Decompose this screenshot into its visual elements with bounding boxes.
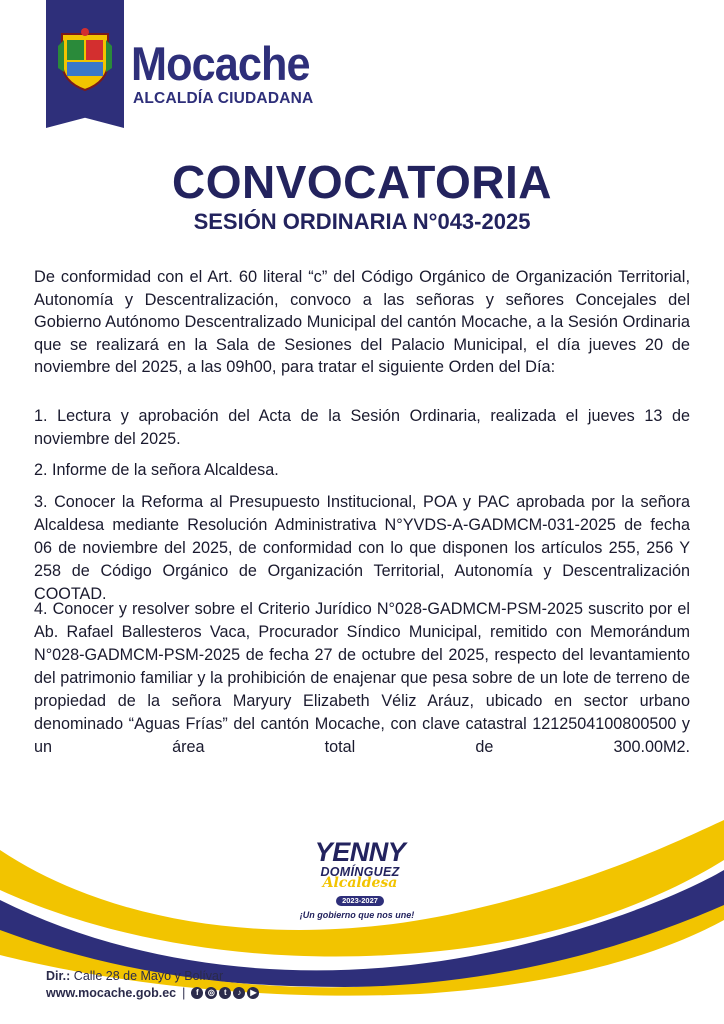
signature-role: Alcaldesa: [322, 875, 398, 891]
website-link[interactable]: www.mocache.gob.ec: [46, 986, 177, 1000]
agenda-item-3: 3. Conocer la Reforma al Presupuesto Institucional, POA y PAC aprobada por la señora Alcaldesa mediante Resolución Administrativa N°YVDS-A-GADMCM-031-2025 de fecha 06 de noviembre del 2025, de conformidad con lo que disponen los artículos 255, 256 Y 258 de Código Orgánico de Organización Territorial, Autonomía y Descentralización COOTAD.: [34, 493, 690, 603]
youtube-icon[interactable]: ▶: [247, 987, 259, 999]
facebook-icon[interactable]: f: [191, 987, 203, 999]
instagram-icon[interactable]: ◎: [205, 987, 217, 999]
brand-subtitle: ALCALDÍA CIUDADANA: [133, 90, 314, 107]
twitter-icon[interactable]: t: [219, 987, 231, 999]
mayor-signature-logo: [300, 838, 420, 922]
document-title: CONVOCATORIA: [172, 156, 552, 208]
separator: |: [182, 986, 186, 1000]
intro-paragraph: De conformidad con el Art. 60 literal “c” del Código Orgánico de Organización Territorial, Autonomía y Descentralización, convoco a las señoras y señores Concejales del Gobierno Autónomo Descentralizado Municipal del cantón Mocache, a la Sesión Ordinaria que se realizará en la Sala de Sesiones del Palacio Municipal, el día jueves 20 de noviembre del 2025, a las 09h00, para tratar el siguiente Orden del Día:: [34, 268, 690, 377]
signature-surname: DOMÍNGUEZ: [320, 865, 400, 879]
address-text: Calle 28 de Mayo y Bolívar: [73, 969, 224, 983]
agenda-item-1: 1. Lectura y aprobación del Acta de la Sesión Ordinaria, realizada el jueves 13 de noviembre del 2025.: [34, 407, 690, 448]
slogan: ¡Un gobierno que nos une!: [299, 910, 415, 920]
address-label: Dir.:: [46, 969, 71, 983]
agenda-item-4: 4. Conocer y resolver sobre el Criterio Jurídico N°028-GADMCM-PSM-2025 suscrito por el Ab. Rafael Ballesteros Vaca, Procurador Síndico Municipal, remitido con Memorándum N°028-GADMCM-PSM-2025 de fecha 27 de octubre del 2025, respecto del levantamiento del patrimonio familiar y la prohibición de enajenar que pesa sobre de un lote de terreno de propiedad de la señora Maryury Elizabeth Véliz Aráuz, ubicado en sector urbano denominado “Aguas Frías” del cantón Mocache, con clave catastral 1212504100800500 y un área total de 300.00M2.: [34, 600, 690, 756]
agenda-item-2: 2. Informe de la señora Alcaldesa.: [34, 461, 279, 479]
social-icons: [191, 987, 259, 999]
tiktok-icon[interactable]: ♪: [233, 987, 245, 999]
signature-name: YENNY: [314, 837, 406, 867]
website-row: [46, 985, 259, 1001]
coat-of-arms-icon: [58, 28, 112, 92]
address: [46, 968, 223, 984]
signature-years: 2023-2027: [336, 896, 384, 906]
brand-name: Mocache: [131, 37, 310, 90]
document-subtitle: SESIÓN ORDINARIA N°043-2025: [193, 209, 531, 234]
